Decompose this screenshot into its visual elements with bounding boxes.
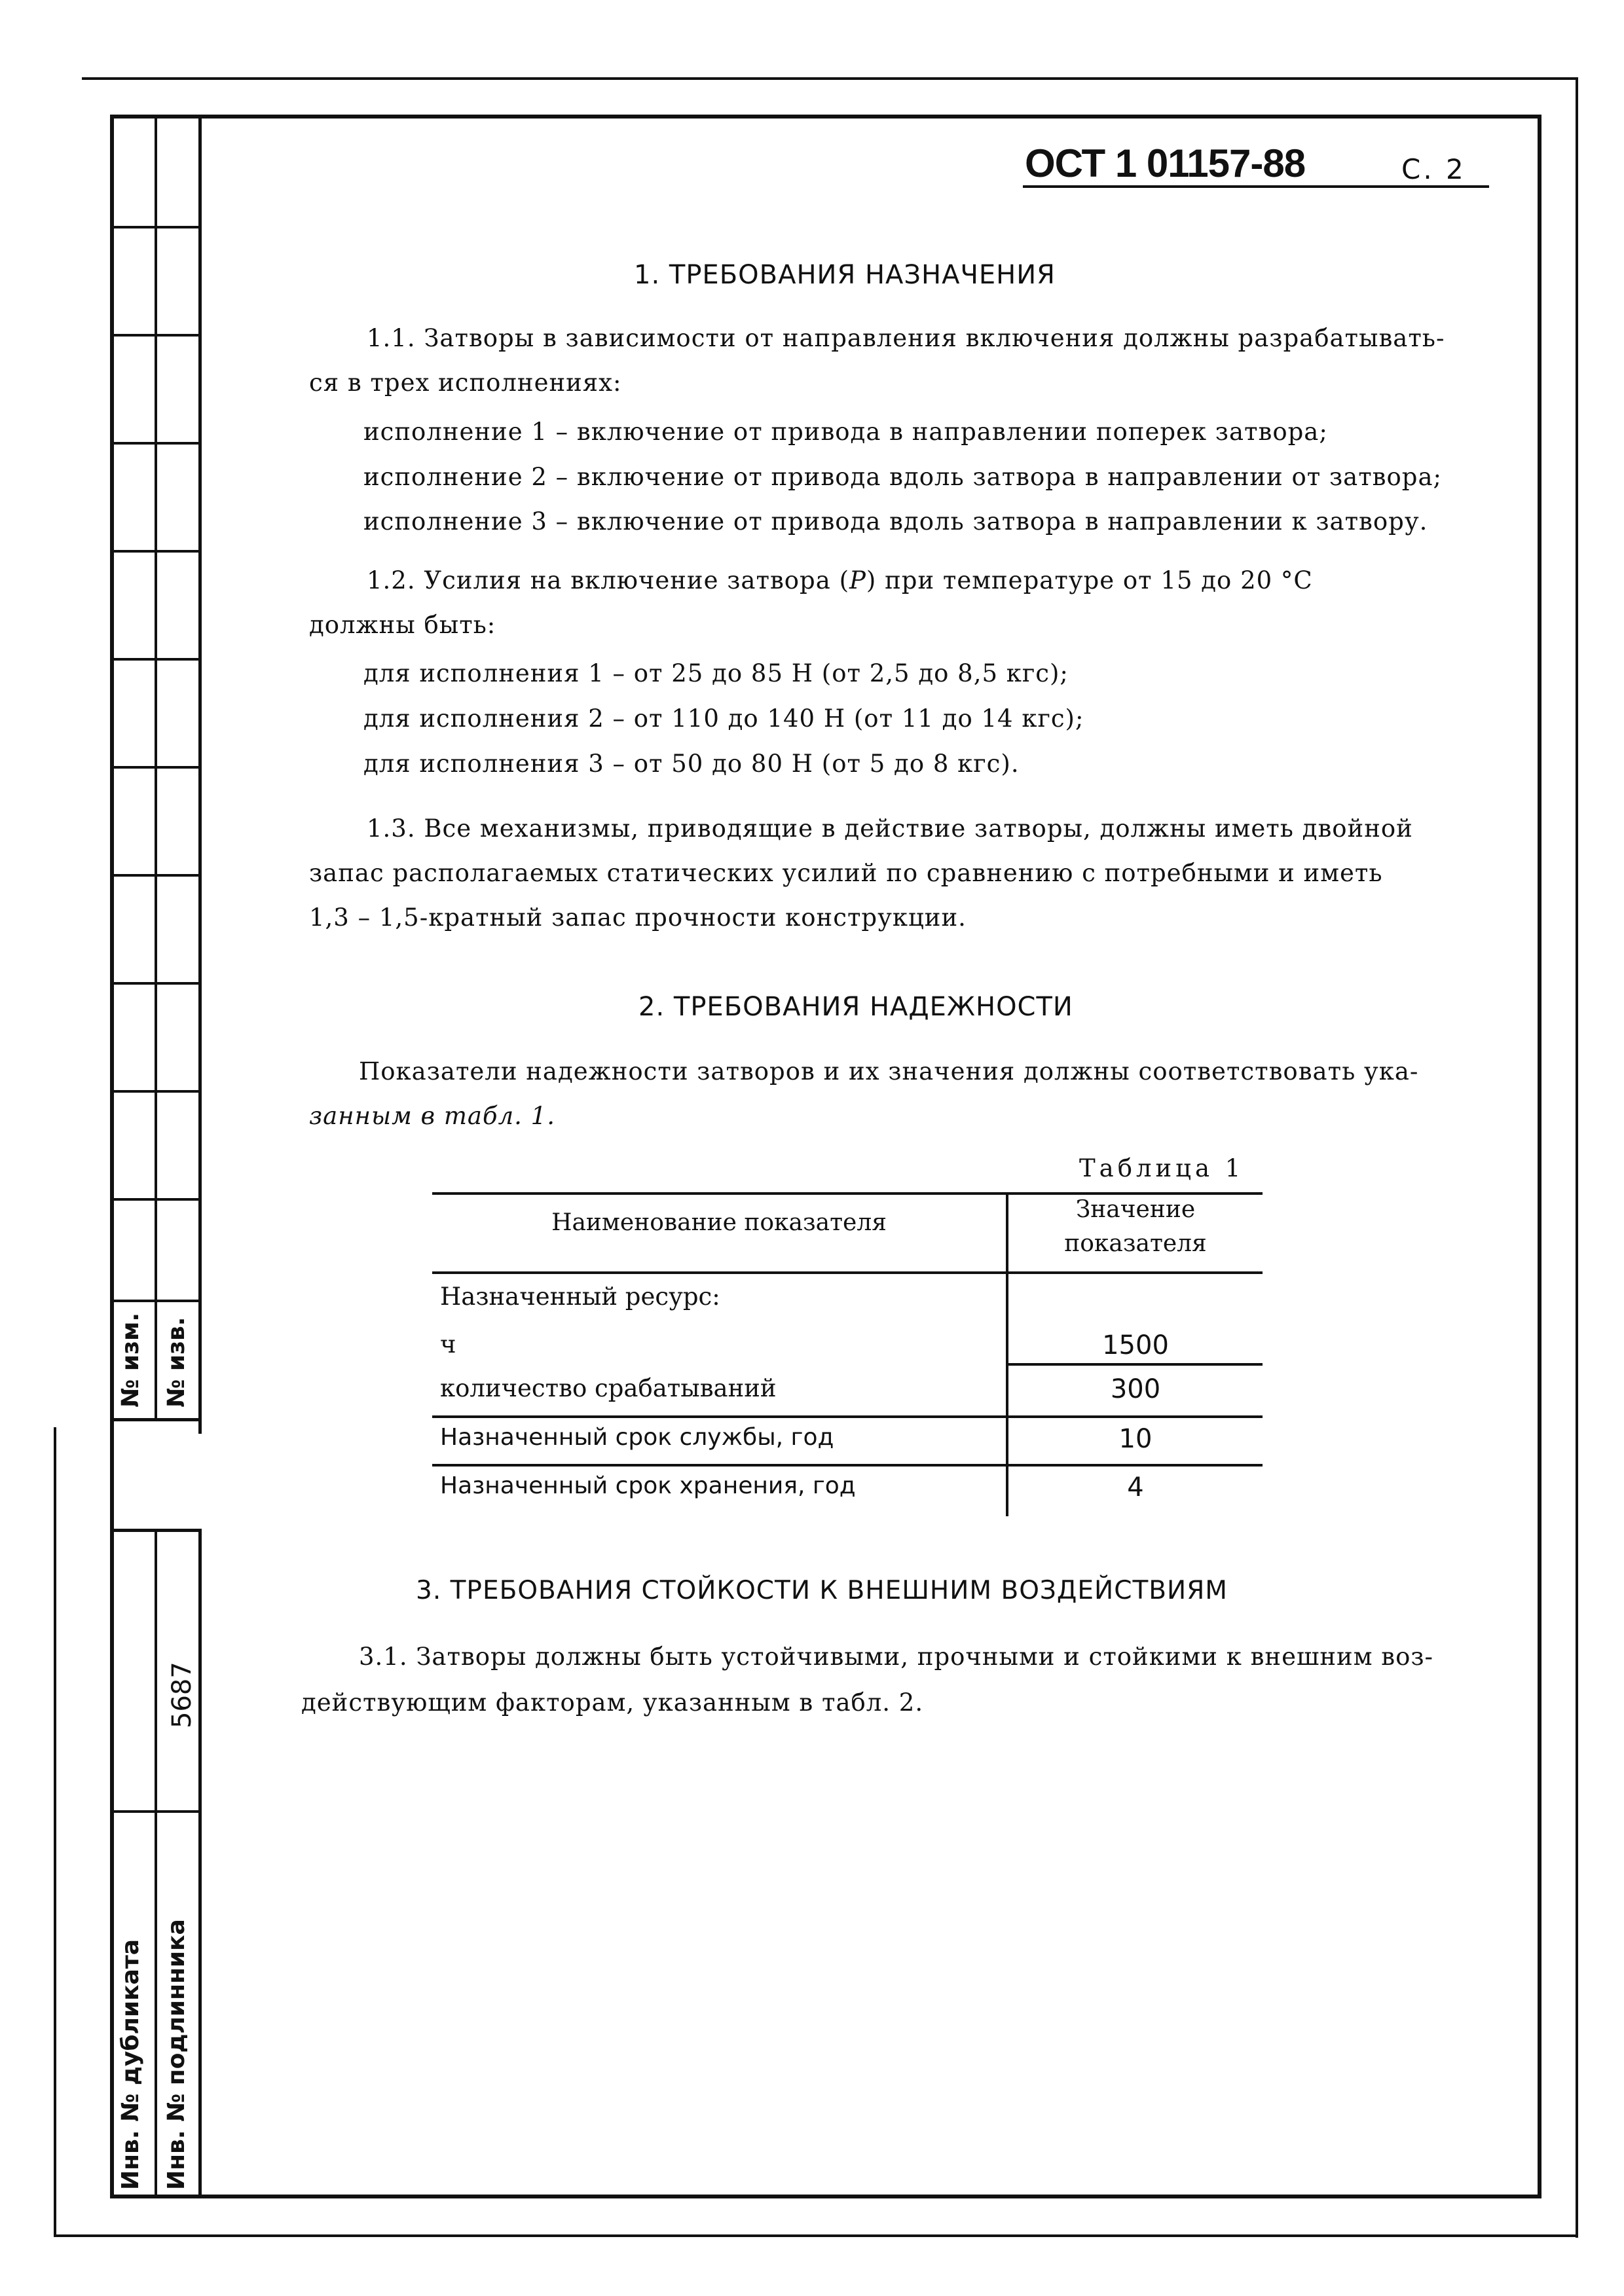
sidebar-divider bbox=[110, 1529, 202, 1532]
page-number: С. 2 bbox=[1401, 153, 1466, 185]
sidebar-value-podl: 5687 bbox=[167, 1662, 197, 1728]
frame-bottom bbox=[110, 2195, 1541, 2198]
doc-number: ОСТ 1 01157-88 bbox=[1025, 141, 1306, 185]
outer-left-rule bbox=[54, 1427, 56, 2236]
force-2: для исполнения 2 – от 110 до 140 Н (от 11 до 14 кгс); bbox=[363, 704, 1084, 733]
p13-line1: 1.3. Все механизмы, приводящие в действие затворы, должны иметь двойной bbox=[367, 814, 1413, 843]
sidebar-col-2 bbox=[198, 115, 202, 1434]
sidebar-divider bbox=[110, 1418, 202, 1421]
sidebar-divider bbox=[110, 334, 202, 337]
table-row-name: Назначенный срок хранения, год bbox=[440, 1472, 856, 1499]
variant-3: исполнение 3 – включение от привода вдоль затвора в направлении к затвору. bbox=[363, 507, 1428, 536]
table-row-value: 10 bbox=[1118, 1424, 1153, 1454]
sidebar-divider bbox=[110, 550, 202, 553]
p12-text-start: 1.2. Усилия на включение затвора ( bbox=[367, 566, 849, 594]
sidebar-divider bbox=[110, 1198, 202, 1201]
table-row-value: 4 bbox=[1127, 1472, 1144, 1503]
table-group-label: Назначенный ресурс: bbox=[440, 1283, 720, 1311]
table-caption: Таблица 1 bbox=[1079, 1154, 1245, 1182]
sidebar-col-1b bbox=[155, 1532, 157, 2198]
sidebar-divider bbox=[110, 982, 202, 985]
table-row-name: количество срабатываний bbox=[440, 1374, 777, 1402]
outer-bottom-rule bbox=[54, 2234, 1578, 2237]
force-1: для исполнения 1 – от 25 до 85 Н (от 2,5 до 8,5 кгс); bbox=[363, 659, 1069, 687]
p13-line3: 1,3 – 1,5-кратный запас прочности конструкции. bbox=[309, 903, 967, 932]
s2-line1: Показатели надежности затворов и их значения должны соответствовать ука- bbox=[359, 1057, 1419, 1085]
force-symbol: P bbox=[849, 566, 866, 594]
sidebar-label-podl: Инв. № подлинника bbox=[163, 1919, 190, 2190]
force-3: для исполнения 3 – от 50 до 80 Н (от 5 до 8 кгс). bbox=[363, 750, 1020, 778]
sidebar-label-izm: № изм. bbox=[117, 1312, 144, 1408]
s2-line2: занным в табл. 1. bbox=[309, 1102, 555, 1130]
sidebar-divider bbox=[110, 766, 202, 769]
frame-right bbox=[1538, 115, 1541, 2198]
table-row-value: 1500 bbox=[1102, 1330, 1169, 1360]
sidebar-divider bbox=[110, 1090, 202, 1093]
table-header-rule bbox=[432, 1271, 1263, 1274]
p12-text-end: ) при температуре от 15 до 20 °С bbox=[866, 566, 1313, 594]
p13-line2: запас располагаемых статических усилий по сравнению с потребными и иметь bbox=[309, 859, 1383, 887]
p11-line1: 1.1. Затворы в зависимости от направления включения должны разрабатывать- bbox=[367, 324, 1445, 352]
outer-right-rule bbox=[1576, 77, 1578, 2238]
table-header-col2-line2: показателя bbox=[1064, 1230, 1207, 1257]
table-row-rule bbox=[432, 1464, 1263, 1467]
sidebar-divider bbox=[110, 1300, 202, 1302]
p12-line2: должны быть: bbox=[309, 611, 496, 639]
section-3-title: 3. ТРЕБОВАНИЯ СТОЙКОСТИ К ВНЕШНИМ ВОЗДЕЙСТВИЯМ bbox=[416, 1576, 1228, 1605]
top-rule bbox=[82, 77, 1578, 80]
table-row-rule bbox=[432, 1415, 1263, 1418]
frame-top bbox=[110, 115, 1541, 118]
frame-left bbox=[110, 115, 114, 2198]
sidebar-col-2b bbox=[198, 1532, 202, 2198]
p31-text: 3.1. Затворы должны быть устойчивыми, прочными и стойкими к внешним воз- bbox=[359, 1643, 1434, 1671]
table-row-name: Назначенный срок службы, год bbox=[440, 1424, 834, 1451]
table-header-col2-line1: Значение bbox=[1075, 1196, 1196, 1223]
p31-line2: действующим факторам, указанным в табл. 2. bbox=[301, 1688, 924, 1717]
sidebar-divider bbox=[110, 658, 202, 661]
sidebar-divider bbox=[110, 874, 202, 877]
table-row-rule bbox=[1006, 1363, 1263, 1366]
variant-1: исполнение 1 – включение от привода в направлении поперек затвора; bbox=[363, 418, 1328, 446]
sidebar-label-dubl: Инв. № дубликата bbox=[117, 1939, 144, 2190]
table-header-col1: Наименование показателя bbox=[551, 1209, 887, 1236]
sidebar-divider bbox=[110, 1810, 202, 1813]
header-underline bbox=[1023, 185, 1489, 188]
variant-2: исполнение 2 – включение от привода вдоль затвора в направлении от затвора; bbox=[363, 463, 1442, 491]
p11-line2: ся в трех исполнениях: bbox=[309, 369, 622, 397]
table-top-rule bbox=[432, 1192, 1263, 1195]
table-row-value: 300 bbox=[1110, 1374, 1161, 1404]
sidebar-divider bbox=[110, 226, 202, 228]
table-row-name: ч bbox=[440, 1330, 456, 1358]
p31-line1 bbox=[359, 1645, 1433, 1669]
section-1-title: 1. ТРЕБОВАНИЯ НАЗНАЧЕНИЯ bbox=[634, 260, 1056, 290]
p12-line1 bbox=[367, 568, 1313, 592]
section-2-title: 2. ТРЕБОВАНИЯ НАДЕЖНОСТИ bbox=[638, 992, 1073, 1022]
sidebar-divider bbox=[110, 442, 202, 445]
sidebar-label-izv: № изв. bbox=[163, 1317, 190, 1408]
